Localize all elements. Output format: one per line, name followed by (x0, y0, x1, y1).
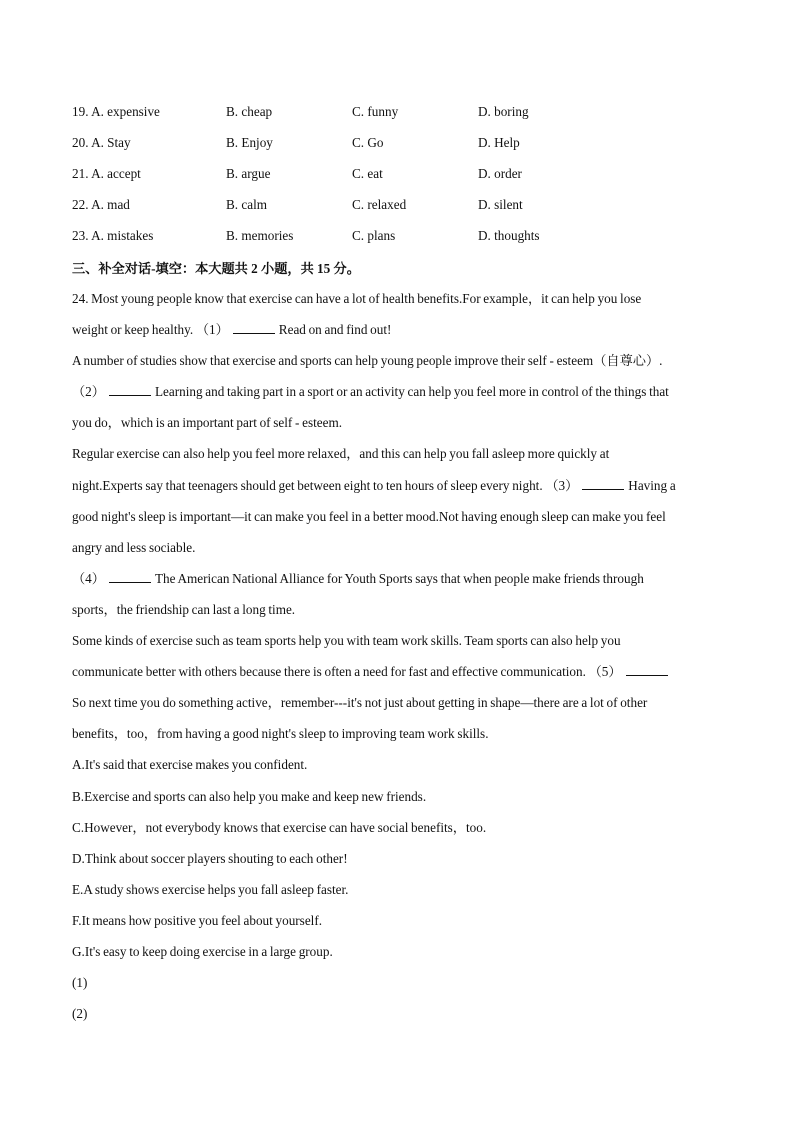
answer-blank-2 (109, 383, 151, 396)
answer-blank-5 (626, 663, 668, 676)
q22-option-d: D. silent (478, 197, 523, 212)
q21-option-d: D. order (478, 166, 522, 181)
q19-option-c: C. funny (352, 104, 399, 119)
passage-line: communicate better with others because there is often a need for fast and effective communication. （5） (72, 662, 722, 693)
answer-blank-1 (233, 321, 275, 334)
q20-option-a: 20. A. Stay (72, 135, 131, 150)
passage-line: 24. Most young people know that exercise can have a lot of health benefits.For example，it can help you lose (72, 291, 642, 306)
q20-option-b: B. Enjoy (226, 135, 273, 150)
passage-line: Regular exercise can also help you feel more relaxed，and this can help you fall asleep more quickly at (72, 446, 610, 462)
passage-line: （2） Learning and taking part in a sport or an activity can help you feel more in control of the things that (72, 384, 669, 400)
choice-e: E.A study shows exercise helps you fall asleep faster. (72, 881, 349, 897)
passage-line: So next time you do something active，remember---it's not just about getting in shape—there are a lot of other (72, 695, 648, 711)
answer-label-2: (2) (72, 1006, 88, 1022)
passage-line: weight or keep healthy. （1） Read on and find out! (72, 322, 392, 338)
answer-label-1: (1) (72, 975, 88, 991)
choice-g: G.It's easy to keep doing exercise in a large group. (72, 943, 333, 959)
passage-line: night.Experts say that teenagers should get between eight to ten hours of sleep every night. （3） Having a (72, 477, 676, 493)
passage-line: benefits，too，from having a good night's sleep to improving team work skills. (72, 726, 489, 742)
choice-a: A.It's said that exercise makes you confident. (72, 757, 308, 773)
q21-option-b: B. argue (226, 166, 271, 181)
section-heading: 三、补全对话-填空：本大题共 2 小题，共 15 分。 (72, 261, 360, 276)
choice-d: D.Think about soccer players shouting to each other! (72, 850, 348, 866)
q22-option-a: 22. A. mad (72, 197, 130, 212)
q23-option-d: D. thoughts (478, 228, 540, 243)
choice-c: C.However，not everybody knows that exercise can have social benefits，too. (72, 819, 487, 835)
passage-line: good night's sleep is important—it can make you feel in a better mood.Not having enough sleep can make you feel (72, 508, 666, 524)
passage-line: sports，the friendship can last a long time. (72, 601, 296, 617)
answer-blank-3 (582, 477, 624, 490)
choice-f: F.It means how positive you feel about yourself. (72, 912, 323, 928)
q21-option-a: 21. A. accept (72, 166, 141, 181)
q23-option-a: 23. A. mistakes (72, 228, 154, 243)
q19-option-b: B. cheap (226, 104, 273, 119)
passage-line: you do，which is an important part of self - esteem. (72, 415, 343, 431)
passage-line: angry and less sociable. (72, 539, 196, 555)
q20-option-d: D. Help (478, 135, 520, 150)
q19-option-a: 19. A. expensive (72, 104, 160, 119)
q19-option-d: D. boring (478, 104, 529, 119)
passage-line: （4） The American National Alliance for Youth Sports says that when people make friends through (72, 570, 644, 586)
passage-line: A number of studies show that exercise and sports can help young people improve their self - esteem（自尊心）. (72, 353, 663, 369)
choice-b: B.Exercise and sports can also help you make and keep new friends. (72, 788, 427, 804)
answer-blank-4 (109, 570, 151, 583)
passage-line: Some kinds of exercise such as team sports help you with team work skills. Team sports can also help you (72, 633, 621, 649)
reading-passage (72, 289, 722, 1035)
q23-option-b: B. memories (226, 228, 294, 243)
q20-option-c: C. Go (352, 135, 384, 150)
q23-option-c: C. plans (352, 228, 396, 243)
q22-option-b: B. calm (226, 197, 268, 212)
q21-option-c: C. eat (352, 166, 383, 181)
q22-option-c: C. relaxed (352, 197, 407, 212)
